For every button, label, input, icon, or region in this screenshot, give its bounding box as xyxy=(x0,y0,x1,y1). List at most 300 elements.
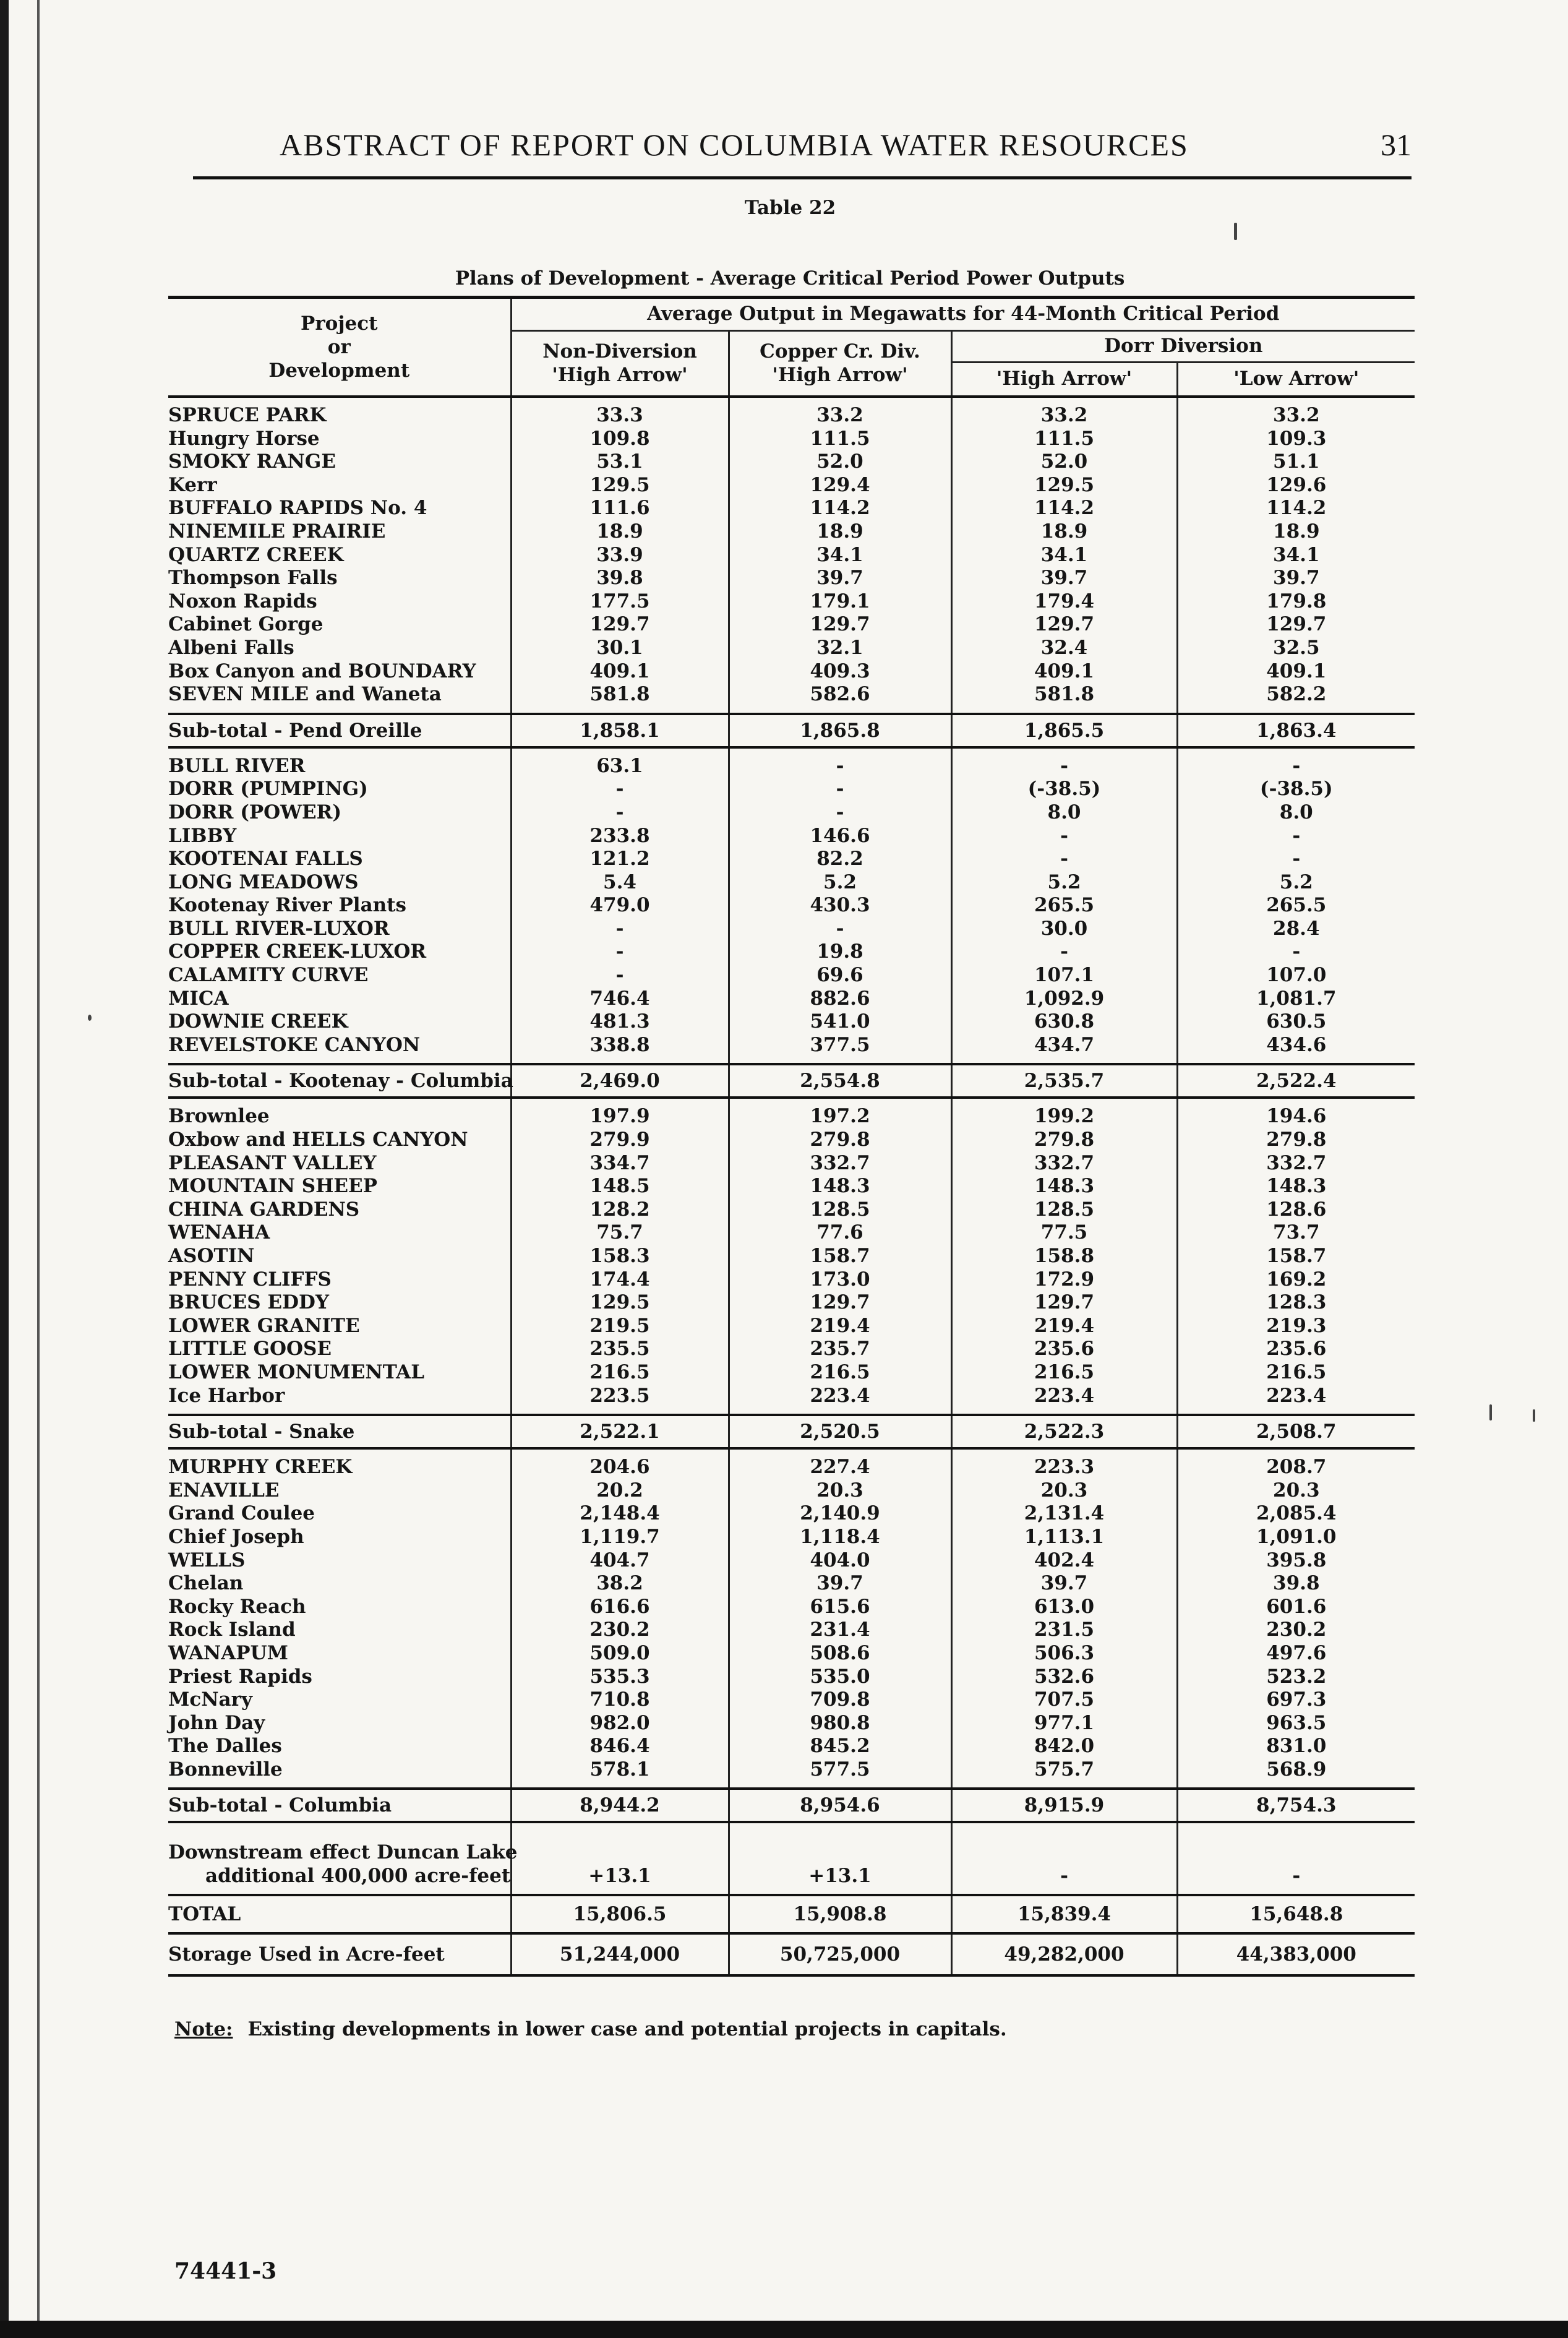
dorr-low-value: 128.3 xyxy=(1266,1291,1327,1314)
page-binding-line xyxy=(37,0,40,2338)
table-row xyxy=(168,1502,1415,1526)
dorr-low-value: 109.3 xyxy=(1266,427,1327,450)
scan-speck xyxy=(88,1015,92,1021)
non-diversion-value: 129.7 xyxy=(511,613,729,637)
copper-creek-value: 34.1 xyxy=(729,544,951,567)
spacer-row xyxy=(168,747,1415,755)
project-name: KOOTENAI FALLS xyxy=(168,848,511,871)
copper-creek-value: 32.1 xyxy=(729,637,951,660)
table-row xyxy=(168,1642,1415,1665)
dorr-high-value: 402.4 xyxy=(951,1549,1177,1573)
table-row xyxy=(168,801,1415,825)
spacer-cell xyxy=(168,1448,511,1456)
non-diversion-value: +13.1 xyxy=(511,1836,729,1888)
non-diversion-value: - xyxy=(511,801,729,825)
dorr-high-value: 2,535.7 xyxy=(951,1064,1177,1098)
table-row xyxy=(168,1198,1415,1222)
copper-creek-value: 377.5 xyxy=(729,1034,951,1057)
dorr-high-value: 128.5 xyxy=(951,1198,1177,1222)
dorr-high-value: - xyxy=(951,940,1177,964)
dorr-low-value: 1,091.0 xyxy=(1256,1525,1337,1548)
copper-creek-value: 77.6 xyxy=(729,1221,951,1245)
copper-creek-value: 430.3 xyxy=(729,894,951,918)
table-row xyxy=(168,1175,1415,1198)
note-text: Existing developments in lower case and potential projects in capitals. xyxy=(247,2018,1007,2040)
dorr-low-value: 15,648.8 xyxy=(1177,1895,1415,1933)
dorr-low-value: 169.2 xyxy=(1266,1268,1327,1291)
table-row xyxy=(168,1572,1415,1596)
copper-creek-value: 114.2 xyxy=(729,497,951,520)
dorr-high-value: 842.0 xyxy=(951,1735,1177,1758)
spacer-cell xyxy=(729,397,951,404)
dorr-low-value: 395.8 xyxy=(1266,1549,1327,1571)
dorr-low-value: 20.3 xyxy=(1273,1479,1320,1502)
non-diversion-value: 233.8 xyxy=(511,825,729,848)
table-row xyxy=(168,1549,1415,1573)
dorr-low-value: 107.0 xyxy=(1266,964,1327,987)
spacer-row xyxy=(168,1822,1415,1836)
table-row xyxy=(168,1338,1415,1361)
table-label: Table 22 xyxy=(744,197,836,219)
table-row xyxy=(168,404,1415,428)
project-name: TOTAL xyxy=(168,1895,511,1933)
project-name: LIBBY xyxy=(168,825,511,848)
copper-creek-value: 582.6 xyxy=(729,683,951,707)
dorr-low-value: - xyxy=(1292,940,1301,963)
spacer-cell xyxy=(951,397,1177,404)
table-row xyxy=(168,450,1415,474)
dorr-low-value: 39.7 xyxy=(1273,567,1320,590)
project-name: NINEMILE PRAIRIE xyxy=(168,520,511,544)
non-diversion-value: 197.9 xyxy=(511,1105,729,1128)
non-diversion-value: 177.5 xyxy=(511,590,729,614)
dorr-low-value: 568.9 xyxy=(1266,1758,1327,1781)
dorr-high-value: 15,839.4 xyxy=(951,1895,1177,1933)
spacer-cell xyxy=(511,1408,729,1415)
dorr-low-value: 582.2 xyxy=(1266,683,1327,706)
table-row xyxy=(168,544,1415,567)
copper-creek-value: 19.8 xyxy=(729,940,951,964)
dorr-high-value: 8.0 xyxy=(951,801,1177,825)
non-diversion-header-line1: Non-Diversion xyxy=(542,340,697,363)
dorr-high-value: 199.2 xyxy=(951,1105,1177,1128)
copper-creek-value: 2,520.5 xyxy=(729,1415,951,1448)
table-row xyxy=(168,1758,1415,1782)
non-diversion-value: 38.2 xyxy=(511,1572,729,1596)
dorr-low-value: 51.1 xyxy=(1273,450,1320,473)
copper-creek-value: 129.4 xyxy=(729,474,951,497)
non-diversion-value: 33.3 xyxy=(511,404,729,428)
dorr-high-value: 235.6 xyxy=(951,1338,1177,1361)
project-name: WENAHA xyxy=(168,1221,511,1245)
dorr-high-value: 39.7 xyxy=(951,567,1177,590)
non-diversion-value: 1,858.1 xyxy=(511,714,729,747)
spacer-row xyxy=(168,397,1415,404)
table-row xyxy=(168,894,1415,918)
project-name: Priest Rapids xyxy=(168,1665,511,1689)
project-name: John Day xyxy=(168,1712,511,1735)
subtotal-row xyxy=(168,714,1415,747)
copper-creek-value: - xyxy=(729,778,951,801)
project-name: Sub-total - Kootenay - Columbia xyxy=(168,1064,511,1098)
copper-creek-value: - xyxy=(729,801,951,825)
project-name: Chief Joseph xyxy=(168,1526,511,1549)
copper-creek-value: 129.7 xyxy=(729,613,951,637)
project-name: Brownlee xyxy=(168,1105,511,1128)
project-name: WANAPUM xyxy=(168,1642,511,1665)
dorr-low-value: 2,508.7 xyxy=(1177,1415,1415,1448)
project-name: Bonneville xyxy=(168,1758,511,1782)
non-diversion-value: 581.8 xyxy=(511,683,729,707)
spacer-cell xyxy=(729,1057,951,1064)
non-diversion-value: 51,244,000 xyxy=(511,1933,729,1975)
non-diversion-value: 129.5 xyxy=(511,474,729,497)
total-row xyxy=(168,1895,1415,1933)
dorr-high-value: 34.1 xyxy=(951,544,1177,567)
table-row xyxy=(168,1665,1415,1689)
non-diversion-value: 982.0 xyxy=(511,1712,729,1735)
spacer-row xyxy=(168,1057,1415,1064)
dorr-low-value: 831.0 xyxy=(1266,1735,1327,1758)
spacer-cell xyxy=(951,1888,1177,1895)
dorr-low-value: 409.1 xyxy=(1266,660,1327,682)
table-row xyxy=(168,520,1415,544)
non-diversion-value: 53.1 xyxy=(511,450,729,474)
subtotal-row xyxy=(168,1064,1415,1098)
spacer-cell xyxy=(729,1408,951,1415)
project-name: MICA xyxy=(168,987,511,1011)
project-name: DORR (POWER) xyxy=(168,801,511,825)
copper-creek-header-line1: Copper Cr. Div. xyxy=(760,340,920,363)
dorr-high-value: 223.4 xyxy=(951,1385,1177,1408)
spacer-cell xyxy=(1177,1822,1415,1836)
table-row xyxy=(168,987,1415,1011)
spacer-row xyxy=(168,1408,1415,1415)
copper-creek-value: 332.7 xyxy=(729,1152,951,1175)
table-row xyxy=(168,1128,1415,1152)
project-name: Sub-total - Pend Oreille xyxy=(168,714,511,747)
copper-creek-value: - xyxy=(729,755,951,778)
downstream-effect-row xyxy=(168,1836,1415,1888)
dorr-low-value: 5.2 xyxy=(1279,870,1313,893)
project-name: MURPHY CREEK xyxy=(168,1456,511,1479)
project-name: MOUNTAIN SHEEP xyxy=(168,1175,511,1198)
table-row xyxy=(168,848,1415,871)
spacer-cell xyxy=(951,747,1177,755)
non-diversion-value: 39.8 xyxy=(511,567,729,590)
project-name: LITTLE GOOSE xyxy=(168,1338,511,1361)
project-name: Thompson Falls xyxy=(168,567,511,590)
dorr-low-value: 179.8 xyxy=(1266,590,1327,612)
dorr-diversion-header: Dorr Diversion xyxy=(951,331,1415,363)
copper-creek-value: 231.4 xyxy=(729,1618,951,1642)
dorr-low-value: 129.6 xyxy=(1266,473,1327,496)
stub-header-line2: or xyxy=(327,336,351,358)
project-name: The Dalles xyxy=(168,1735,511,1758)
project-name: SEVEN MILE and Waneta xyxy=(168,683,511,707)
stub-header-line1: Project xyxy=(301,312,378,335)
dorr-high-value: 114.2 xyxy=(951,497,1177,520)
spacer-cell xyxy=(1177,707,1415,714)
stub-header xyxy=(168,298,511,397)
dorr-low-value: 32.5 xyxy=(1273,636,1320,659)
copper-creek-value: 227.4 xyxy=(729,1456,951,1479)
dorr-high-value: 1,113.1 xyxy=(951,1526,1177,1549)
spacer-cell xyxy=(168,707,511,714)
dorr-low-value: - xyxy=(1292,848,1301,870)
spacer-cell xyxy=(729,747,951,755)
dorr-high-value: 2,522.3 xyxy=(951,1415,1177,1448)
dorr-low-value: 128.6 xyxy=(1266,1198,1327,1221)
storage-row xyxy=(168,1933,1415,1975)
copper-creek-value: +13.1 xyxy=(729,1836,951,1888)
dorr-high-value: 32.4 xyxy=(951,637,1177,660)
spacer-cell xyxy=(1177,1408,1415,1415)
non-diversion-value: 63.1 xyxy=(511,755,729,778)
spacer-cell xyxy=(951,1781,1177,1789)
dorr-high-value: 8,915.9 xyxy=(951,1789,1177,1822)
dorr-high-value: 219.4 xyxy=(951,1315,1177,1338)
dorr-high-value: 30.0 xyxy=(951,918,1177,941)
non-diversion-value: 128.2 xyxy=(511,1198,729,1222)
project-name: CALAMITY CURVE xyxy=(168,964,511,987)
copper-creek-value: 1,118.4 xyxy=(729,1526,951,1549)
table-row xyxy=(168,683,1415,707)
dorr-high-value: 172.9 xyxy=(951,1268,1177,1292)
dorr-low-value: 235.6 xyxy=(1266,1338,1327,1360)
table-row xyxy=(168,1291,1415,1315)
project-name: Grand Coulee xyxy=(168,1502,511,1526)
spacer-cell xyxy=(168,1098,511,1105)
spacer-cell xyxy=(511,1098,729,1105)
dorr-low-value: 8.0 xyxy=(1279,801,1313,823)
project-name: LOWER MONUMENTAL xyxy=(168,1361,511,1385)
non-diversion-value: 216.5 xyxy=(511,1361,729,1385)
table-row xyxy=(168,497,1415,520)
project-name: Noxon Rapids xyxy=(168,590,511,614)
non-diversion-value: 174.4 xyxy=(511,1268,729,1292)
dorr-low-value: 279.8 xyxy=(1266,1128,1327,1151)
spacer-cell xyxy=(729,1448,951,1456)
project-name: PENNY CLIFFS xyxy=(168,1268,511,1292)
project-name: REVELSTOKE CANYON xyxy=(168,1034,511,1057)
project-name: ENAVILLE xyxy=(168,1479,511,1503)
non-diversion-value: 121.2 xyxy=(511,848,729,871)
dorr-high-value: 20.3 xyxy=(951,1479,1177,1503)
scan-speck xyxy=(1489,1404,1492,1420)
non-diversion-value: 18.9 xyxy=(511,520,729,544)
dorr-low-value: 219.3 xyxy=(1266,1314,1327,1337)
spacer-cell xyxy=(1177,1057,1415,1064)
non-diversion-value: - xyxy=(511,940,729,964)
project-name: WELLS xyxy=(168,1549,511,1573)
spacer-cell xyxy=(729,1822,951,1836)
dorr-low-value: 33.2 xyxy=(1273,404,1320,426)
spacer-cell xyxy=(1177,747,1415,755)
table-row xyxy=(168,940,1415,964)
table-row xyxy=(168,825,1415,848)
project-name xyxy=(168,1836,518,1888)
dorr-high-value: 158.8 xyxy=(951,1245,1177,1268)
dorr-high-value: (-38.5) xyxy=(951,778,1177,801)
dorr-low-value: - xyxy=(1292,824,1301,847)
table-row xyxy=(168,1245,1415,1268)
stub-header-line3: Development xyxy=(268,359,410,382)
copper-creek-value: 69.6 xyxy=(729,964,951,987)
project-name: McNary xyxy=(168,1688,511,1712)
non-diversion-value: 535.3 xyxy=(511,1665,729,1689)
project-name: Sub-total - Snake xyxy=(168,1415,511,1448)
copper-creek-value: 535.0 xyxy=(729,1665,951,1689)
copper-creek-value: 1,865.8 xyxy=(729,714,951,747)
project-name: BRUCES EDDY xyxy=(168,1291,511,1315)
project-name: SPRUCE PARK xyxy=(168,404,511,428)
dorr-high-value: 1,092.9 xyxy=(951,987,1177,1011)
spacer-row xyxy=(168,1098,1415,1105)
dorr-low-value: 601.6 xyxy=(1266,1595,1327,1618)
project-name: Ice Harbor xyxy=(168,1385,511,1408)
dorr-low-value: 158.7 xyxy=(1266,1245,1327,1267)
copper-creek-value: 148.3 xyxy=(729,1175,951,1198)
table-row xyxy=(168,590,1415,614)
non-diversion-value: 235.5 xyxy=(511,1338,729,1361)
page-title: ABSTRACT OF REPORT ON COLUMBIA WATER RESOURCES xyxy=(280,127,1189,162)
spacer-cell xyxy=(511,1822,729,1836)
non-diversion-value: 2,522.1 xyxy=(511,1415,729,1448)
dorr-low-value: 523.2 xyxy=(1266,1665,1327,1688)
table-row xyxy=(168,1526,1415,1549)
copper-creek-value: 39.7 xyxy=(729,567,951,590)
project-name: PLEASANT VALLEY xyxy=(168,1152,511,1175)
table-row xyxy=(168,660,1415,684)
dorr-high-value: - xyxy=(951,825,1177,848)
project-name: Chelan xyxy=(168,1572,511,1596)
table-row xyxy=(168,1735,1415,1758)
dorr-high-value: 977.1 xyxy=(951,1712,1177,1735)
non-diversion-value: 279.9 xyxy=(511,1128,729,1152)
spacer-cell xyxy=(511,397,729,404)
copper-creek-value: 129.7 xyxy=(729,1291,951,1315)
dorr-high-value: 581.8 xyxy=(951,683,1177,707)
copper-creek-value: 216.5 xyxy=(729,1361,951,1385)
dorr-high-value: 129.7 xyxy=(951,1291,1177,1315)
non-diversion-value: 223.5 xyxy=(511,1385,729,1408)
table-caption: Plans of Development - Average Critical Period Power Outputs xyxy=(455,267,1125,290)
non-diversion-value: 404.7 xyxy=(511,1549,729,1573)
copper-creek-value: 882.6 xyxy=(729,987,951,1011)
dorr-low-value: 216.5 xyxy=(1266,1360,1327,1383)
dorr-high-value: 1,865.5 xyxy=(951,714,1177,747)
copper-creek-header-line2: 'High Arrow' xyxy=(772,363,908,386)
project-name: Oxbow and HELLS CANYON xyxy=(168,1128,511,1152)
spacer-cell xyxy=(168,1408,511,1415)
copper-creek-value: 158.7 xyxy=(729,1245,951,1268)
spacer-cell xyxy=(168,397,511,404)
non-diversion-value: 616.6 xyxy=(511,1596,729,1619)
project-name: Kerr xyxy=(168,474,511,497)
dorr-high-value: 107.1 xyxy=(951,964,1177,987)
dorr-low-value: - xyxy=(1292,754,1301,777)
copper-creek-value: 709.8 xyxy=(729,1688,951,1712)
non-diversion-value: 746.4 xyxy=(511,987,729,1011)
non-diversion-value: 409.1 xyxy=(511,660,729,684)
subtotal-row xyxy=(168,1415,1415,1448)
non-diversion-value: 129.5 xyxy=(511,1291,729,1315)
spacer-cell xyxy=(168,1888,511,1895)
table-row xyxy=(168,1361,1415,1385)
dorr-high-value: 49,282,000 xyxy=(951,1933,1177,1975)
dorr-high-value: 265.5 xyxy=(951,894,1177,918)
dorr-high-value: 129.5 xyxy=(951,474,1177,497)
table-row xyxy=(168,778,1415,801)
spacer-cell xyxy=(951,1822,1177,1836)
dorr-high-value: 506.3 xyxy=(951,1642,1177,1665)
non-diversion-value: 30.1 xyxy=(511,637,729,660)
dorr-high-value: 39.7 xyxy=(951,1572,1177,1596)
dorr-low-value: 1,081.7 xyxy=(1256,987,1337,1010)
copper-creek-value: 18.9 xyxy=(729,520,951,544)
dorr-low-value: 208.7 xyxy=(1266,1456,1327,1479)
table-row xyxy=(168,1268,1415,1292)
non-diversion-value: 20.2 xyxy=(511,1479,729,1503)
spacer-cell xyxy=(168,747,511,755)
dorr-high-value: - xyxy=(951,848,1177,871)
copper-creek-value: 541.0 xyxy=(729,1010,951,1034)
dorr-high-value: 223.3 xyxy=(951,1456,1177,1479)
project-name: Cabinet Gorge xyxy=(168,613,511,637)
copper-creek-value: 128.5 xyxy=(729,1198,951,1222)
project-name: Hungry Horse xyxy=(168,428,511,451)
non-diversion-value: 5.4 xyxy=(511,871,729,895)
dorr-low-value: 630.5 xyxy=(1266,1010,1327,1033)
dorr-low-value: 1,863.4 xyxy=(1177,714,1415,747)
copper-creek-value: 980.8 xyxy=(729,1712,951,1735)
dorr-high-value: 129.7 xyxy=(951,613,1177,637)
dorr-high-value: 532.6 xyxy=(951,1665,1177,1689)
non-diversion-value: 481.3 xyxy=(511,1010,729,1034)
project-name: BUFFALO RAPIDS No. 4 xyxy=(168,497,511,520)
dorr-high-value: 77.5 xyxy=(951,1221,1177,1245)
copper-creek-value: 845.2 xyxy=(729,1735,951,1758)
project-name: Sub-total - Columbia xyxy=(168,1789,511,1822)
table-row xyxy=(168,1152,1415,1175)
dorr-high-value: 231.5 xyxy=(951,1618,1177,1642)
dorr-low-value: 223.4 xyxy=(1266,1384,1327,1407)
non-diversion-value: 2,148.4 xyxy=(511,1502,729,1526)
table-row xyxy=(168,1456,1415,1479)
copper-creek-value: 223.4 xyxy=(729,1385,951,1408)
table-row xyxy=(168,1315,1415,1338)
dorr-low-value: 230.2 xyxy=(1266,1618,1327,1641)
copper-creek-value: 219.4 xyxy=(729,1315,951,1338)
spacer-cell xyxy=(1177,1098,1415,1105)
dorr-high-value: 148.3 xyxy=(951,1175,1177,1198)
copper-creek-value: 50,725,000 xyxy=(729,1933,951,1975)
spacer-row xyxy=(168,1888,1415,1895)
project-name: CHINA GARDENS xyxy=(168,1198,511,1222)
project-name: BULL RIVER xyxy=(168,755,511,778)
table-row xyxy=(168,1618,1415,1642)
dorr-high-value: 111.5 xyxy=(951,428,1177,451)
non-diversion-value: 8,944.2 xyxy=(511,1789,729,1822)
dorr-low-value: 497.6 xyxy=(1266,1641,1327,1664)
spacer-cell xyxy=(951,707,1177,714)
copper-creek-value: 197.2 xyxy=(729,1105,951,1128)
spacer-cell xyxy=(951,1448,1177,1456)
copper-creek-value: 577.5 xyxy=(729,1758,951,1782)
copper-creek-value: 409.3 xyxy=(729,660,951,684)
downstream-line2: additional 400,000 acre-feet xyxy=(205,1865,511,1888)
